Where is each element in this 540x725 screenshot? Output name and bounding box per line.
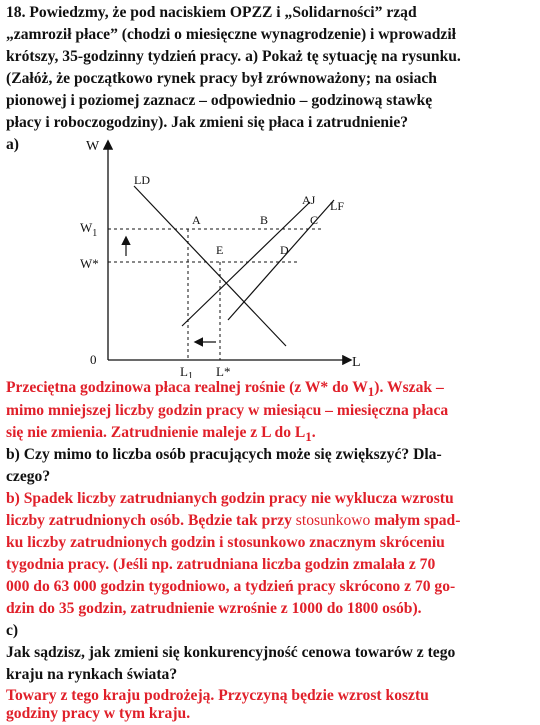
tick-label-w1: $W_1$ (80, 220, 98, 239)
point-a-label: A (192, 213, 201, 227)
part-c-label: c) (6, 622, 19, 639)
x-axis-label: L (352, 355, 361, 370)
answer-c-line-2: godziny pracy w tym kraju. (6, 705, 191, 722)
question-18-line-4: (Załóż, że początkowo rynek pracy był zrównoważony; na osiach (6, 70, 437, 87)
origin-label: 0 (90, 352, 97, 367)
curve-ld (134, 186, 286, 346)
answer-b-line-2-end: małym spad- (370, 512, 461, 529)
part-a-label: a) (6, 136, 19, 153)
curve-aj-label: AJ (302, 193, 316, 207)
tick-label-wstar: W* (80, 256, 99, 271)
question-18-line-6: płacy i roboczogodziny). Jak zmieni się płaca i zatrudnienie? (6, 114, 409, 131)
point-b-label: B (260, 213, 269, 227)
answer-b-line-5: 000 do 63 000 godzin tygodniowo, a tydzień pracy skrócono z 70 go- (6, 578, 456, 595)
question-b-line-2: czego? (6, 468, 51, 485)
question-18-line-1: 18. Powiedzmy, że pod naciskiem OPZZ i „Solidarności” rząd (6, 4, 417, 21)
answer-b-line-2-text: liczby zatrudnionych osób. Będzie tak przy (6, 512, 296, 529)
point-d-label: D (280, 243, 289, 257)
answer-a-line-1-end: ). Wszak – (374, 379, 444, 396)
point-c-label: C (310, 213, 319, 227)
tick-label-lstar: L* (216, 364, 231, 378)
answer-b-line-6: dzin do 35 godzin, zatrudnienie wzrośnie z 1000 do 1800 osób). (6, 600, 422, 617)
answer-a-line-3-text: się nie zmienia. Zatrudnienie maleje z L do L (6, 424, 306, 441)
answer-b-word-stosunkowo: stosunkowo (295, 512, 371, 529)
tick-label-l1: $L_1$ (180, 364, 193, 378)
answer-a-line-2: mimo mniejszej liczby godzin pracy w miesiącu – miesięczna płaca (6, 402, 449, 419)
answer-b-line-3: ku liczby zatrudnionych godzin i stosunkowo znacznym skróceniu (6, 534, 445, 551)
answer-a-w1-subscript: 1 (367, 384, 375, 400)
question-18-line-3: krótszy, 35-godzinny tydzień pracy. a) Pokaż tę sytuację na rysunku. (6, 48, 461, 65)
answer-a-l1-subscript: 1 (305, 429, 312, 445)
labor-market-graph (60, 128, 380, 378)
curve-aj (182, 202, 310, 326)
curve-ls (228, 200, 334, 320)
answer-a-line-3-end: . (311, 424, 316, 441)
answer-c-line-1: Towary z tego kraju podrożeją. Przyczyną będzie wzrost kosztu (6, 687, 429, 704)
y-axis-label: W (86, 139, 100, 154)
curve-ls-label: LF (330, 199, 345, 213)
question-c-line-2: kraju na rynkach świata? (6, 666, 178, 683)
question-b-line-1: b) Czy mimo to liczba osób pracujących może się zwiększyć? Dla- (6, 446, 442, 463)
answer-b-line-4: tygodnia pracy. (Jeśli np. zatrudniana liczba godzin zmalała z 70 (6, 556, 436, 573)
question-18-line-5: pionowej i poziomej zaznacz – odpowiednio – godzinową stawkę (6, 92, 433, 109)
answer-b-line-1: b) Spadek liczby zatrudnianych godzin pracy nie wyklucza wzrostu (6, 490, 454, 507)
answer-a-line-1-text: Przeciętna godzinowa płaca realnej rośnie (z W* do W (6, 379, 368, 396)
question-c-line-1: Jak sądzisz, jak zmieni się konkurencyjność cenowa towarów z tego (6, 644, 456, 661)
point-e-label: E (216, 243, 224, 257)
answer-b-line-2 (6, 510, 536, 532)
curve-ld-label: LD (134, 173, 150, 187)
question-18-line-2: „zamroził płace” (chodzi o miesięczne wynagrodzenie) i wprowadził (6, 26, 456, 43)
